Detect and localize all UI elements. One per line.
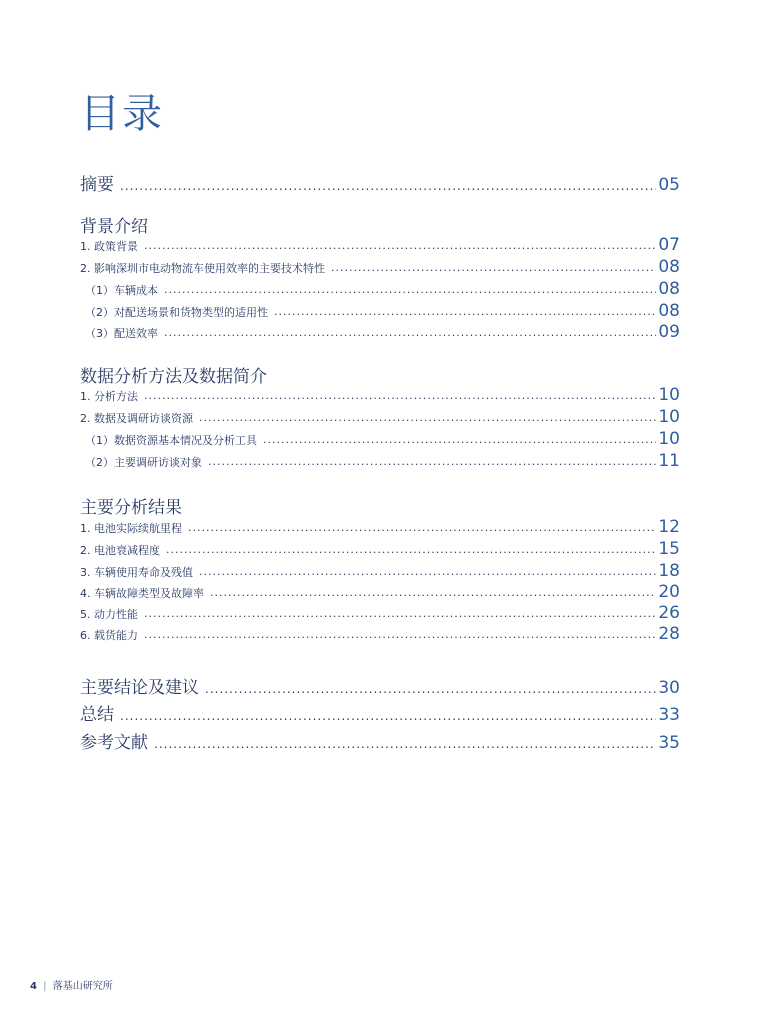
- toc-entry-label: 摘要: [80, 175, 114, 195]
- toc-entry-page: 10: [658, 407, 680, 427]
- toc-entry-page: 10: [658, 385, 680, 405]
- toc-entry-page: 15: [658, 539, 680, 559]
- toc-entry-label: 1. 政策背景: [80, 240, 138, 253]
- toc-entry-label: 1. 分析方法: [80, 390, 138, 403]
- dot-leader: [120, 707, 656, 725]
- toc-entry[interactable]: [80, 258, 680, 276]
- toc-entry-page: 18: [658, 561, 680, 581]
- toc-entry[interactable]: [80, 280, 680, 298]
- toc-entry-page: 08: [658, 301, 680, 321]
- dot-leader: [210, 585, 656, 601]
- dot-leader: [154, 735, 656, 753]
- toc-entry[interactable]: [80, 236, 680, 254]
- toc-entry-page: 10: [658, 429, 680, 449]
- toc-entry-page: 08: [658, 257, 680, 277]
- toc-entry-conclusions[interactable]: [80, 673, 680, 698]
- section-heading-background: 背景介绍: [80, 217, 148, 237]
- toc-entry[interactable]: [80, 386, 680, 404]
- dot-leader: [164, 282, 656, 298]
- toc-entry-label: 6. 载货能力: [80, 629, 138, 642]
- toc-entry-abstract[interactable]: [80, 170, 680, 195]
- toc-entry[interactable]: [80, 323, 680, 341]
- toc-entry-label: （3）配送效率: [85, 327, 158, 340]
- page-title: 目录: [80, 91, 164, 137]
- toc-entry-label: （2）对配送场景和货物类型的适用性: [85, 306, 268, 319]
- dot-leader: [274, 304, 656, 320]
- dot-leader: [188, 520, 656, 536]
- toc-entry-page: 08: [658, 279, 680, 299]
- toc-entry-label: 总结: [80, 705, 114, 725]
- toc-entry-label: 参考文献: [80, 733, 148, 753]
- dot-leader: [263, 432, 656, 448]
- dot-leader: [120, 177, 656, 195]
- dot-leader: [144, 606, 656, 622]
- page-footer: [30, 977, 113, 992]
- toc-entry-page: 11: [658, 451, 680, 471]
- toc-entry[interactable]: [80, 452, 680, 470]
- dot-leader: [331, 260, 656, 276]
- toc-entry-label: 主要结论及建议: [80, 678, 199, 698]
- dot-leader: [208, 454, 656, 470]
- toc-entry[interactable]: [80, 562, 680, 580]
- section-heading-results: 主要分析结果: [80, 498, 182, 518]
- dot-leader: [205, 680, 656, 698]
- dot-leader: [144, 238, 656, 254]
- dot-leader: [144, 627, 656, 643]
- toc-entry-page: 09: [658, 322, 680, 342]
- toc-entry-references[interactable]: [80, 728, 680, 753]
- toc-entry-page: 12: [658, 517, 680, 537]
- footer-separator: |: [43, 981, 47, 992]
- toc-entry[interactable]: [80, 302, 680, 320]
- toc-entry-label: 5. 动力性能: [80, 608, 138, 621]
- toc-entry-page: 05: [658, 175, 680, 195]
- toc-entry-label: 2. 影响深圳市电动物流车使用效率的主要技术特性: [80, 262, 325, 275]
- toc-entry-label: 2. 电池衰减程度: [80, 544, 160, 557]
- toc-entry-label: 1. 电池实际续航里程: [80, 522, 182, 535]
- toc-entry[interactable]: [80, 604, 680, 622]
- toc-entry-page: 26: [658, 603, 680, 623]
- toc-entry-label: 2. 数据及调研访谈资源: [80, 412, 193, 425]
- footer-org-name: 落基山研究所: [52, 981, 113, 992]
- section-heading-methods: 数据分析方法及数据简介: [80, 367, 267, 387]
- dot-leader: [164, 325, 656, 341]
- dot-leader: [144, 388, 656, 404]
- toc-entry-label: 3. 车辆使用寿命及残值: [80, 566, 193, 579]
- toc-entry[interactable]: [80, 625, 680, 643]
- toc-entry-label: （1）数据资源基本情况及分析工具: [85, 434, 257, 447]
- dot-leader: [199, 410, 656, 426]
- toc-entry-page: 35: [658, 733, 680, 753]
- toc-entry-label: （2）主要调研访谈对象: [85, 456, 202, 469]
- toc-entry-page: 30: [658, 678, 680, 698]
- toc-entry-page: 20: [658, 582, 680, 602]
- toc-entry[interactable]: [80, 540, 680, 558]
- dot-leader: [166, 542, 656, 558]
- toc-entry-label: （1）车辆成本: [85, 284, 158, 297]
- toc-entry[interactable]: [80, 408, 680, 426]
- toc-entry[interactable]: [80, 518, 680, 536]
- toc-entry-page: 07: [658, 235, 680, 255]
- dot-leader: [199, 564, 656, 580]
- toc-entry-page: 28: [658, 624, 680, 644]
- toc-entry-summary[interactable]: [80, 700, 680, 725]
- toc-entry[interactable]: [80, 583, 680, 601]
- toc-entry[interactable]: [80, 430, 680, 448]
- footer-page-number: 4: [30, 981, 37, 992]
- toc-entry-label: 4. 车辆故障类型及故障率: [80, 587, 204, 600]
- toc-entry-page: 33: [658, 705, 680, 725]
